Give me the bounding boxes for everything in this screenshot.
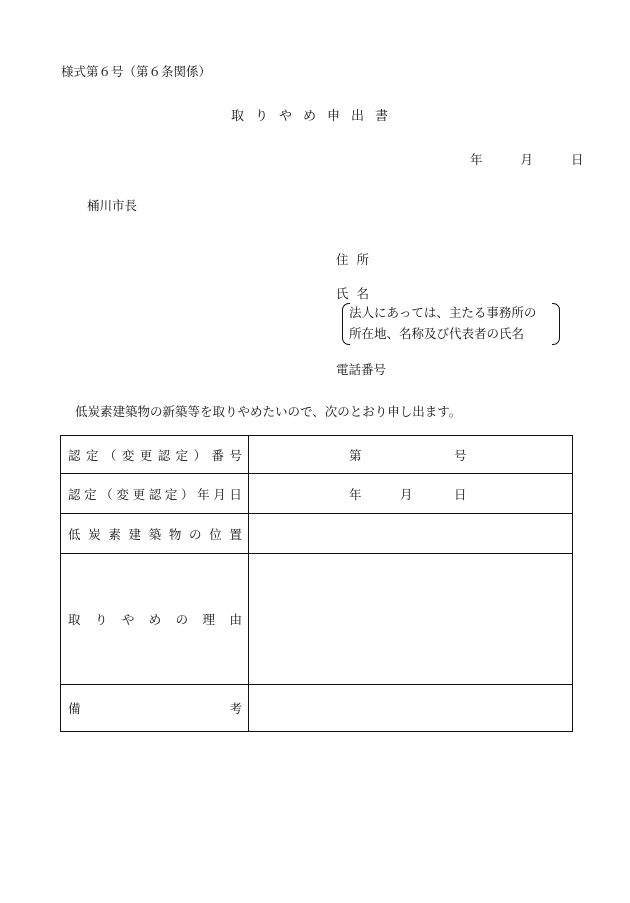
label-char: の [175,612,189,627]
label-char: 物 [168,526,182,542]
label-char: 定 [164,486,178,502]
phone-label: 電話番号 [336,362,387,377]
label-char: 日 [229,486,242,502]
reason-field[interactable] [249,554,573,685]
remarks-label [61,685,249,732]
document-title: 取りやめ申出書 [230,109,399,124]
label-char: 号 [229,447,242,463]
cert-date-field[interactable] [249,474,573,514]
label-char: 位 [209,526,222,542]
cert-number-label [61,436,249,474]
date-day-label: 日 [570,152,584,167]
address-label: 住所 [336,252,378,267]
label-char: め [148,612,162,627]
application-table [60,435,573,732]
label-char: 認 [68,486,81,502]
table-row-cert-date [61,474,573,514]
label-char: 認 [148,486,162,502]
label-char: の [189,526,202,542]
location-field[interactable] [249,514,573,554]
corporate-note-line2: 所在地、名称及び代表者の氏名 [349,326,525,341]
label-char: ） [193,447,207,463]
form-number: 様式第６号（第６条関係） [61,64,212,79]
label-char: 年 [197,486,210,502]
label-char: 素 [108,526,121,542]
intro-text: 低炭素建築物の新築等を取りやめたいので、次のとおり申し出ます。 [75,404,462,419]
label-char: （ [100,486,113,502]
cert-number-prefix: 第 [349,447,362,463]
label-char: 炭 [88,526,101,542]
label-char: 変 [121,447,135,463]
label-char: や [121,612,135,627]
label-char: 認 [157,447,171,463]
table-row-remarks [61,685,573,732]
remarks-field[interactable] [249,685,573,732]
date-line [470,154,583,167]
date-month-label: 月 [520,152,533,167]
cert-date-year: 年 [349,486,362,502]
label-char: 定 [175,447,189,463]
table-row-reason [61,554,573,685]
label-char: 理 [202,612,216,627]
corporate-note-line1: 法人にあっては、主たる事務所の [349,305,537,320]
label-char: 考 [229,701,242,716]
label-char: 低 [68,526,81,542]
name-label: 氏名 [336,286,378,301]
corporate-note [342,303,560,345]
label-char: 番 [211,447,225,463]
cert-date-month: 月 [400,486,413,502]
label-char: り [94,612,108,627]
label-char: 月 [213,486,226,502]
table-row-cert-number [61,436,573,474]
label-char: 定 [84,486,97,502]
table-row-location [61,514,573,554]
cert-date-label [61,474,249,514]
location-label [61,514,249,554]
label-char: ） [180,486,194,502]
reason-label [61,554,249,685]
cert-number-suffix: 号 [454,447,467,463]
label-char: 由 [229,612,242,627]
date-year-label: 年 [470,152,483,167]
label-char: （ [103,447,117,463]
cert-number-field[interactable] [249,436,573,474]
label-char: 置 [229,526,242,542]
label-char: 築 [148,526,162,542]
cert-date-day: 日 [454,486,467,502]
label-char: 更 [139,447,153,463]
label-char: 取 [68,612,81,627]
recipient: 桶川市長 [87,198,138,213]
label-char: 変 [116,486,129,502]
label-char: 備 [68,701,81,716]
label-char: 認 [68,447,81,463]
label-char: 更 [132,486,146,502]
right-bracket [552,303,560,345]
label-char: 定 [85,447,99,463]
label-char: 建 [128,526,142,542]
